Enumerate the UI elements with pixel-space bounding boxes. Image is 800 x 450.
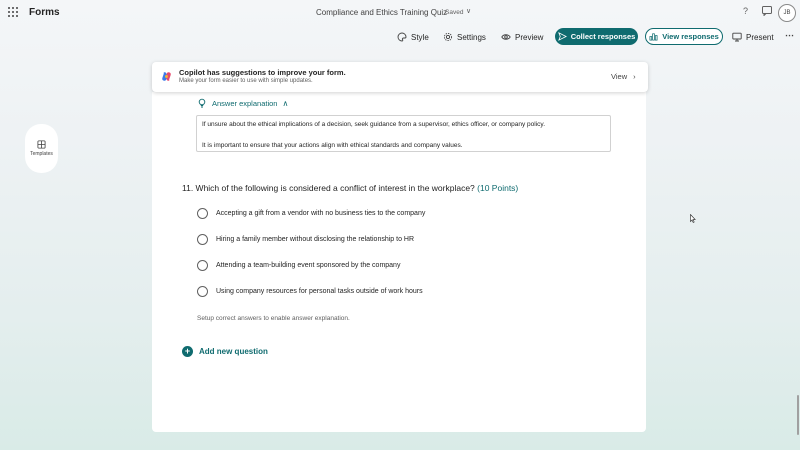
present-button[interactable] bbox=[732, 30, 774, 44]
plus-icon: + bbox=[182, 346, 193, 357]
option-label: Using company resources for personal tasks outside of work hours bbox=[216, 287, 423, 295]
collect-responses-label: Collect responses bbox=[570, 32, 636, 41]
question-icon[interactable]: ? bbox=[743, 6, 749, 16]
chart-icon bbox=[649, 32, 658, 41]
answer-option[interactable] bbox=[197, 207, 425, 219]
gear-icon bbox=[443, 32, 453, 42]
explanation-line: If unsure about the ethical implications of a decision, seek guidance from a supervisor, ethics officer, or company policy. bbox=[202, 121, 545, 128]
save-status: Saved bbox=[445, 9, 464, 16]
add-new-question-button[interactable] bbox=[182, 346, 268, 357]
chevron-right-icon: › bbox=[633, 72, 636, 81]
view-responses-label: View responses bbox=[662, 32, 719, 41]
copilot-icon bbox=[161, 71, 172, 82]
lightbulb-icon bbox=[197, 98, 207, 108]
copilot-title: Copilot has suggestions to improve your form. bbox=[179, 68, 346, 77]
explanation-line: It is important to ensure that your actions align with ethical standards and company values. bbox=[202, 141, 463, 149]
preview-label: Preview bbox=[515, 32, 544, 42]
question-title[interactable] bbox=[182, 183, 518, 193]
radio-button[interactable] bbox=[197, 234, 208, 245]
radio-button[interactable] bbox=[197, 260, 208, 271]
templates-label: Templates bbox=[30, 151, 53, 157]
feedback-icon[interactable] bbox=[762, 6, 772, 18]
palette-icon bbox=[397, 32, 407, 42]
option-label: Hiring a family member without disclosing the relationship to HR bbox=[216, 235, 415, 243]
style-button[interactable] bbox=[397, 30, 429, 44]
answer-option[interactable] bbox=[197, 285, 423, 297]
chevron-down-icon[interactable]: ∨ bbox=[466, 8, 472, 15]
question-text: 11. Which of the following is considered a conflict of interest in the workplace? bbox=[182, 183, 475, 193]
preview-button[interactable] bbox=[501, 30, 543, 44]
style-label: Style bbox=[411, 32, 429, 42]
option-label: Attending a team-building event sponsored by the company bbox=[216, 261, 401, 269]
mouse-cursor-icon bbox=[690, 214, 696, 223]
present-label: Present bbox=[746, 32, 774, 42]
setup-note: Setup correct answers to enable answer explanation. bbox=[197, 315, 350, 322]
question-points: (10 Points) bbox=[477, 183, 519, 193]
settings-button[interactable] bbox=[443, 30, 486, 44]
more-options-icon[interactable]: ⋯ bbox=[785, 30, 794, 40]
app-name[interactable]: Forms bbox=[29, 7, 60, 18]
monitor-icon bbox=[732, 32, 742, 42]
eye-icon bbox=[501, 32, 511, 42]
settings-label: Settings bbox=[457, 32, 486, 42]
radio-button[interactable] bbox=[197, 286, 208, 297]
add-new-question-label: Add new question bbox=[199, 347, 268, 356]
view-responses-button[interactable] bbox=[645, 28, 723, 45]
answer-explanation-toggle[interactable] bbox=[197, 98, 288, 108]
answer-explanation-textbox[interactable] bbox=[196, 115, 611, 152]
document-title[interactable]: Compliance and Ethics Training Quiz bbox=[316, 8, 448, 17]
top-bar bbox=[0, 0, 800, 26]
answer-explanation-label: Answer explanation bbox=[212, 98, 278, 108]
send-icon bbox=[558, 32, 567, 41]
copilot-subtitle: Make your form easier to use with simple updates. bbox=[179, 78, 313, 84]
option-label: Accepting a gift from a vendor with no business ties to the company bbox=[216, 209, 426, 217]
templates-icon bbox=[37, 140, 46, 149]
app-launcher-icon[interactable] bbox=[8, 7, 18, 17]
answer-option[interactable] bbox=[197, 233, 414, 245]
collect-responses-button[interactable] bbox=[555, 28, 638, 45]
copilot-view-label: View bbox=[611, 72, 628, 81]
avatar[interactable]: JB bbox=[778, 4, 796, 22]
copilot-banner[interactable] bbox=[152, 62, 648, 92]
radio-button[interactable] bbox=[197, 208, 208, 219]
scrollbar[interactable] bbox=[797, 395, 799, 435]
copilot-view-button[interactable] bbox=[611, 72, 636, 81]
answer-option[interactable] bbox=[197, 259, 400, 271]
chevron-up-icon: ∧ bbox=[282, 98, 289, 108]
templates-button[interactable] bbox=[25, 124, 58, 173]
